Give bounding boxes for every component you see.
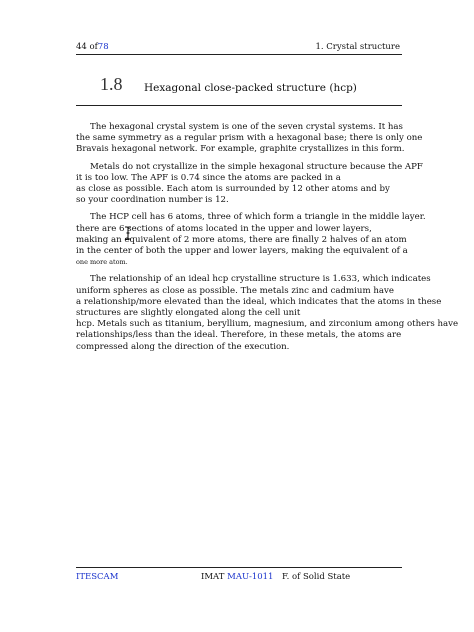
paragraph-4	[76, 274, 459, 352]
page-total-link[interactable]: 78	[97, 42, 109, 52]
section-number: 1.8	[100, 74, 123, 94]
text-line: uniform spheres as close as possible. The metals zinc and cadmium have	[76, 285, 394, 296]
course-prefix: IMAT	[201, 572, 225, 582]
text-line: Metals do not crystallize in the simple hexagonal structure because the APF	[90, 161, 423, 172]
page-footer	[76, 572, 402, 584]
text-line: hcp. Metals such as titanium, beryllium, magnesium, and zirconium among others have	[76, 319, 459, 330]
text-line: one more atom.	[76, 258, 128, 267]
subject-name: F. of Solid State	[282, 572, 351, 582]
text-line: relationships/less than the ideal. Therefore, in these metals, the atoms are	[76, 330, 402, 341]
chapter-title: 1. Crystal structure	[315, 42, 400, 52]
section-rule	[76, 105, 402, 106]
text-line: compressed along the direction of the execution.	[76, 341, 290, 352]
paragraph-1	[76, 122, 421, 156]
text-line: The relationship of an ideal hcp crystalline structure is 1.633, which indicates	[90, 274, 431, 285]
course-code	[201, 572, 273, 582]
text-line: structures are slightly elongated along the cell unit	[76, 308, 301, 319]
page-indicator	[76, 42, 109, 52]
section-title: Hexagonal close-packed structure (hcp)	[144, 82, 357, 94]
text-line: the same symmetry as a regular prism with a hexagonal base; there is only one	[76, 133, 423, 144]
text-line: The hexagonal crystal system is one of the seven crystal systems. It has	[90, 122, 403, 132]
text-line: as close as possible. Each atom is surrounded by 12 other atoms and by	[76, 184, 390, 195]
footer-rule	[76, 567, 402, 568]
page-header	[76, 42, 400, 54]
text-line: a relationship/more elevated than the ideal, which indicates that the atoms in these	[76, 296, 442, 307]
institution-link[interactable]: ITESCAM	[76, 572, 119, 582]
text-line: Bravais hexagonal network. For example, graphite crystallizes in this form.	[76, 144, 405, 155]
text-line: The HCP cell has 6 atoms, three of which form a triangle in the middle layer.	[90, 212, 426, 223]
text-cursor-icon	[123, 226, 133, 240]
paragraph-2	[76, 162, 421, 207]
header-rule	[76, 54, 402, 55]
text-line: making an equivalent of 2 more atoms, there are finally 2 halves of an atom	[76, 234, 407, 245]
text-line: there are 6 sections of atoms located in the upper and lower layers,	[76, 223, 372, 234]
page-number: 44 of	[76, 42, 98, 52]
text-line: it is too low. The APF is 0.74 since the atoms are packed in a	[76, 172, 341, 183]
paragraph-3	[76, 212, 426, 268]
text-line: in the center of both the upper and lower layers, making the equivalent of a	[76, 246, 408, 257]
course-code-link[interactable]: MAU-1011	[227, 572, 274, 582]
text-line: so your coordination number is 12.	[76, 195, 229, 206]
body-text	[76, 122, 459, 359]
